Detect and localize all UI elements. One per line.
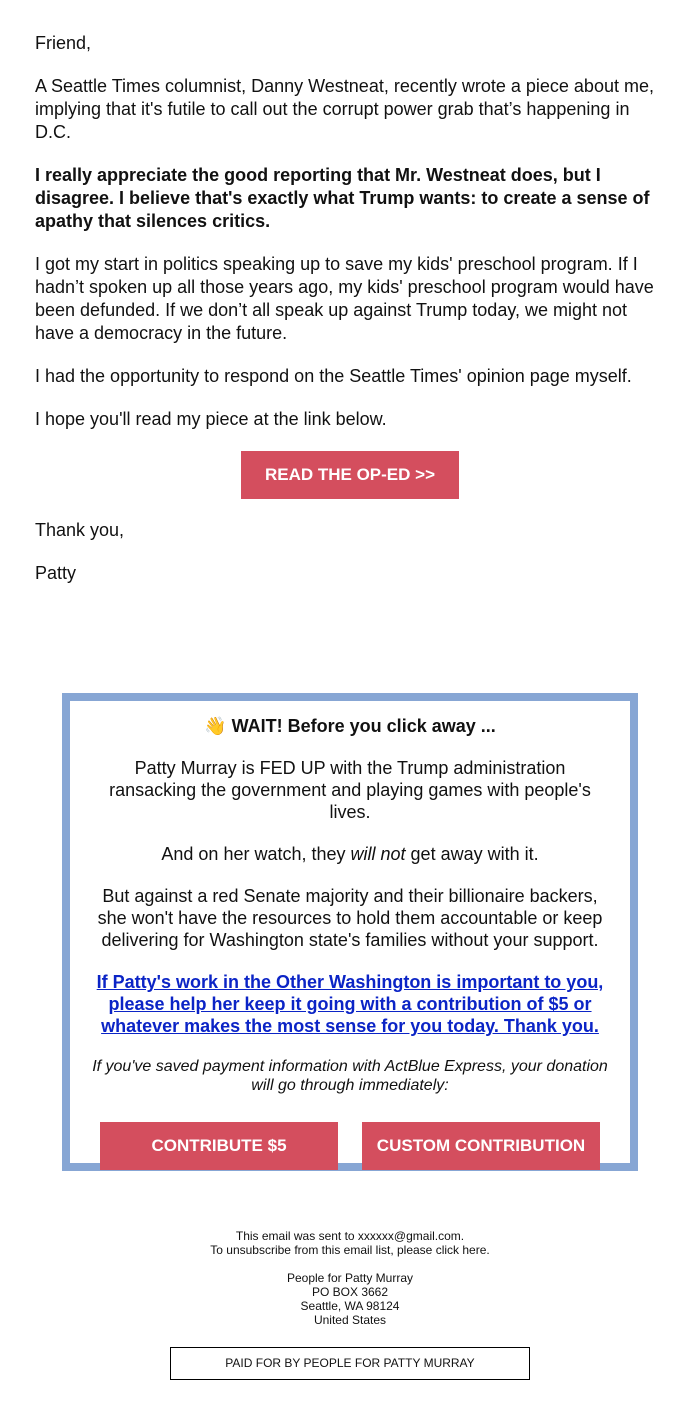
city-line: Seattle, WA 98124: [300, 1299, 400, 1313]
letter-paragraph-3: I got my start in politics speaking up to save my kids' preschool program. If I hadn’t spoken up all those years ago, my kids' preschool program would have been defunded. If we don’t all speak up against Trump today, we might not have a democracy in the future.: [35, 254, 654, 343]
org-name: People for Patty Murray: [286, 1271, 414, 1285]
letter-paragraph-4: I had the opportunity to respond on the Seattle Times' opinion page myself.: [35, 366, 632, 386]
contribute-5-button[interactable]: CONTRIBUTE $5: [100, 1122, 338, 1170]
letter-body: [35, 32, 665, 605]
closing: Thank you,: [35, 520, 125, 540]
box-paragraph-2-pre: And on her watch, they: [161, 844, 351, 864]
greeting: Friend,: [35, 33, 92, 53]
box-paragraph-2: [92, 843, 608, 865]
letter-paragraph-2: I really appreciate the good reporting that Mr. Westneat does, but I disagree. I believe that's exactly what Trump wants: to create a sense of apathy that silences critics.: [35, 165, 650, 231]
actblue-note: If you've saved payment information with ActBlue Express, your donation will go through immediately:: [92, 1058, 608, 1094]
read-oped-button[interactable]: READ THE OP-ED >>: [241, 451, 459, 499]
letter-paragraph-1: A Seattle Times columnist, Danny Westneat, recently wrote a piece about me, implying that it's futile to call out the corrupt power grab that’s happening in D.C.: [35, 76, 654, 142]
box-headline: [92, 715, 608, 737]
footer: [0, 1229, 700, 1327]
sent-to-text: This email was sent to xxxxxx@gmail.com.: [235, 1229, 465, 1243]
po-box: PO BOX 3662: [311, 1285, 389, 1299]
box-paragraph-3: But against a red Senate majority and their billionaire backers, she won't have the resources to hold them accountable or keep delivering for Washington state's families without your support.: [97, 886, 603, 950]
custom-contribution-button[interactable]: CUSTOM CONTRIBUTION: [362, 1122, 600, 1170]
box-paragraph-2-post: get away with it.: [405, 844, 539, 864]
oped-button-row: [35, 451, 665, 499]
waving-hand-icon: 👋: [204, 716, 227, 736]
donation-box: [62, 693, 638, 1171]
box-paragraph-1: Patty Murray is FED UP with the Trump administration ransacking the government and playing games with people's lives.: [109, 758, 591, 822]
signature: Patty: [35, 563, 77, 583]
letter-paragraph-5: I hope you'll read my piece at the link below.: [35, 409, 387, 429]
country: United States: [313, 1313, 387, 1327]
box-link-paragraph: [92, 971, 608, 1037]
contribution-link[interactable]: If Patty's work in the Other Washington is important to you, please help her keep it going with a contribution of $5 or whatever makes the most sense for you today. Thank you.: [96, 972, 604, 1036]
footer-address: [0, 1271, 700, 1327]
box-paragraph-2-emphasis: will not: [350, 844, 406, 864]
paid-for-disclaimer: PAID FOR BY PEOPLE FOR PATTY MURRAY: [170, 1347, 530, 1380]
box-headline-text: WAIT! Before you click away ...: [231, 716, 496, 736]
footer-notice: [0, 1229, 700, 1257]
donation-buttons: [92, 1122, 608, 1170]
unsubscribe-link[interactable]: To unsubscribe from this email list, please click here.: [210, 1243, 490, 1257]
